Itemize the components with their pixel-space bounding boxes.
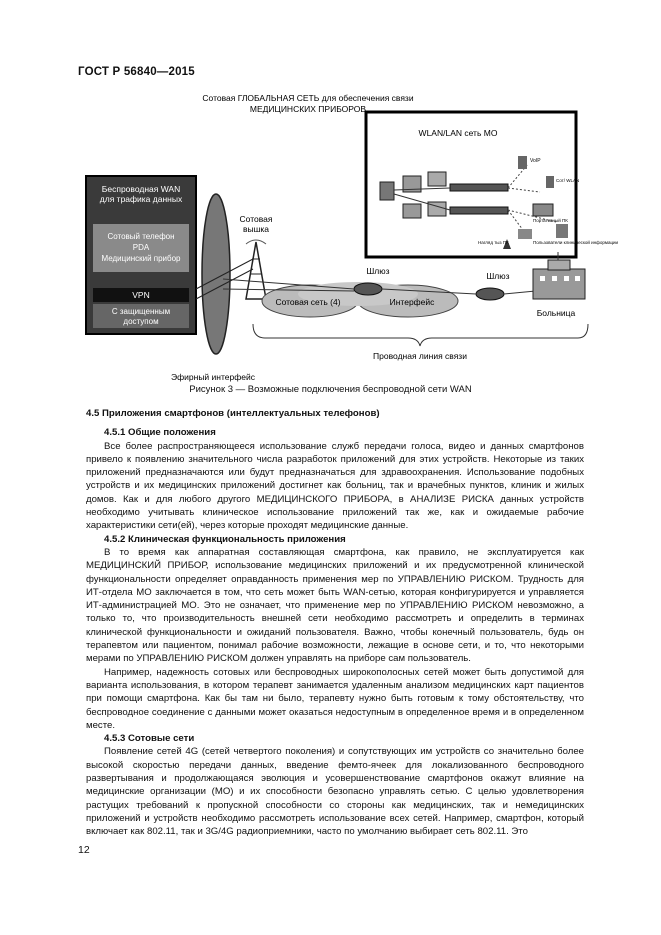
- gateway2-icon: [476, 288, 504, 300]
- section-4-5-3-heading: 4.5.3 Сотовые сети: [104, 733, 195, 745]
- cell-network-label: Сотовая сеть (4): [275, 297, 341, 307]
- tower-line2: вышка: [242, 224, 270, 234]
- air-interface-oval: [202, 194, 230, 354]
- section-4-5-heading: 4.5 Приложения смартфонов (интеллектуальных телефонов): [86, 408, 380, 419]
- document-header: ГОСТ Р 56840—2015: [78, 66, 195, 78]
- paragraph-4-5-1: Все более распространяющееся использование служб передачи голоса, видео и данных смартфонов привело к появлению значительного числа разработок приложений для этих устройств. Некоторые из таких приложений предназначаются или будут предназначаться для здравоохранения. Использование подобных устройств и их медицинских приложений достигнет как больниц, так и врачебных пунктов, клиник и жилых домов. Как и для любого другого МЕДИЦИНСКОГО ПРИБОРА, в АНАЛИЗЕ РИСКА данных устройств необходимо учитывать клиническое использование приложений так же, как и ожидаемые рабочие характеристики сети(ей), через которые проходят медицинские данные.: [86, 440, 584, 532]
- hospital-label: Больница: [536, 308, 576, 318]
- paragraph-4-5-2-b: Например, надежность сотовых или беспроводных широкополосных сетей может быть допустимой для варианта использования, в котором терапевт занимается удаленным анализом медицинских карт пациентов при помощи смартфона. Как бы там ни было, терапевту нужно быть готовым к тому обстоятельству, что беспроводное соединение с данными может оказаться недоступным в определенное время и в определенном месте.: [86, 666, 584, 731]
- paragraph-4-5-2-a: В то время как аппаратная составляющая смартфона, как правило, не эксплуатируется как МЕДИЦИНСКИЙ ПРИБОР, использование медицинских приложений и их предусмотренной клинической функциональности определяет оправданность применения мер по УПРАВЛЕНИЮ РИСКОМ. Трудность для ИТ-отдела МО заключается в том, что сеть может быть WAN-сетью, которая конфигурируется и управляется ИТ-администрацией МО. Это не означает, что применение мер по УПРАВЛЕНИЮ РИСКОМ невозможно, а только то, что производительность внешней сети необходимо рассмотреть и определить в терминах клинической функциональности и ожиданий пользователя. Важно, чтобы конечный пользователь, будь он терапевтом или пациентом, понимал рабочие возможности, лежащие в основе сети, и то, что некоторыми мерами по УПРАВЛЕНИЮ РИСКОМ должен управлять на приборе сам пользователь.: [86, 546, 584, 665]
- wired-brace: [253, 324, 588, 346]
- laptop-label: Портативный ПК: [533, 218, 568, 223]
- device-phone: Сотовый телефон: [107, 232, 175, 241]
- hospital-icon: [533, 260, 585, 299]
- nurse-label: Нагляд тыз ПК: [478, 240, 509, 245]
- figure-caption: Рисунок 3 — Возможные подключения беспроводной сети WAN: [189, 384, 472, 395]
- network-figure: [78, 84, 619, 384]
- global-title-line1: Сотовая ГЛОБАЛЬНАЯ СЕТЬ для обеспечения связи: [202, 93, 414, 103]
- secure-line2: доступом: [123, 317, 159, 326]
- gateway2-label: Шлюз: [486, 271, 510, 281]
- page-number: 12: [78, 844, 90, 856]
- secure-line1: С защищенным: [111, 307, 171, 316]
- section-4-5-1-heading: 4.5.1 Общие положения: [104, 427, 216, 439]
- wan-box-line1: Беспроводная WAN: [101, 184, 181, 194]
- paragraph-4-5-3: Появление сетей 4G (сетей четвертого поколения) и сопутствующих им устройств со значительно более высокой скоростью передачи данных, введение фемто-ячеек для локализованного беспроводного развертывания и продолжающаяся эволюция и усовершенствование смартфонов окажут влияние на медицинские организации (МО) и их способности безопасно управлять сетью. С целью удовлетворения растущих требований к пропускной способности со стороны как медицинских, так и немедицинских приложений и устройств необходимо рассмотреть использование всех сетей. Например, смартфон, который включает как 802.11, так и 3G/4G радиоприемники, часто по умолчанию выбирает сеть 802.11. Это: [86, 746, 584, 838]
- wan-box-line2: для трафика данных: [99, 194, 183, 204]
- global-title-line2: МЕДИЦИНСКИХ ПРИБОРОВ: [249, 104, 367, 114]
- interface-label: Интерфейс: [389, 297, 435, 307]
- body-text: [86, 407, 584, 839]
- wired-label: Проводная линия связи: [373, 351, 467, 361]
- voip-label: VoIP: [530, 158, 541, 164]
- wlan-title: WLAN/LAN сеть МО: [418, 128, 498, 138]
- gateway1-icon: [354, 283, 382, 295]
- wlan-voip-label: Сот/ WLAN: [556, 178, 580, 183]
- clinical-users-label: Пользователи клинической информации: [533, 240, 619, 245]
- section-4-5-2-heading: 4.5.2 Клиническая функциональность приложения: [104, 533, 346, 545]
- air-interface-label: Эфирный интерфейс: [171, 372, 255, 382]
- vpn-label: VPN: [132, 290, 150, 300]
- tower-line1: Сотовая: [239, 214, 273, 224]
- cell-tower-icon: [246, 240, 266, 299]
- device-pda: PDA: [132, 243, 150, 252]
- gateway1-label: Шлюз: [366, 266, 390, 276]
- device-medical: Медицинский прибор: [101, 254, 181, 263]
